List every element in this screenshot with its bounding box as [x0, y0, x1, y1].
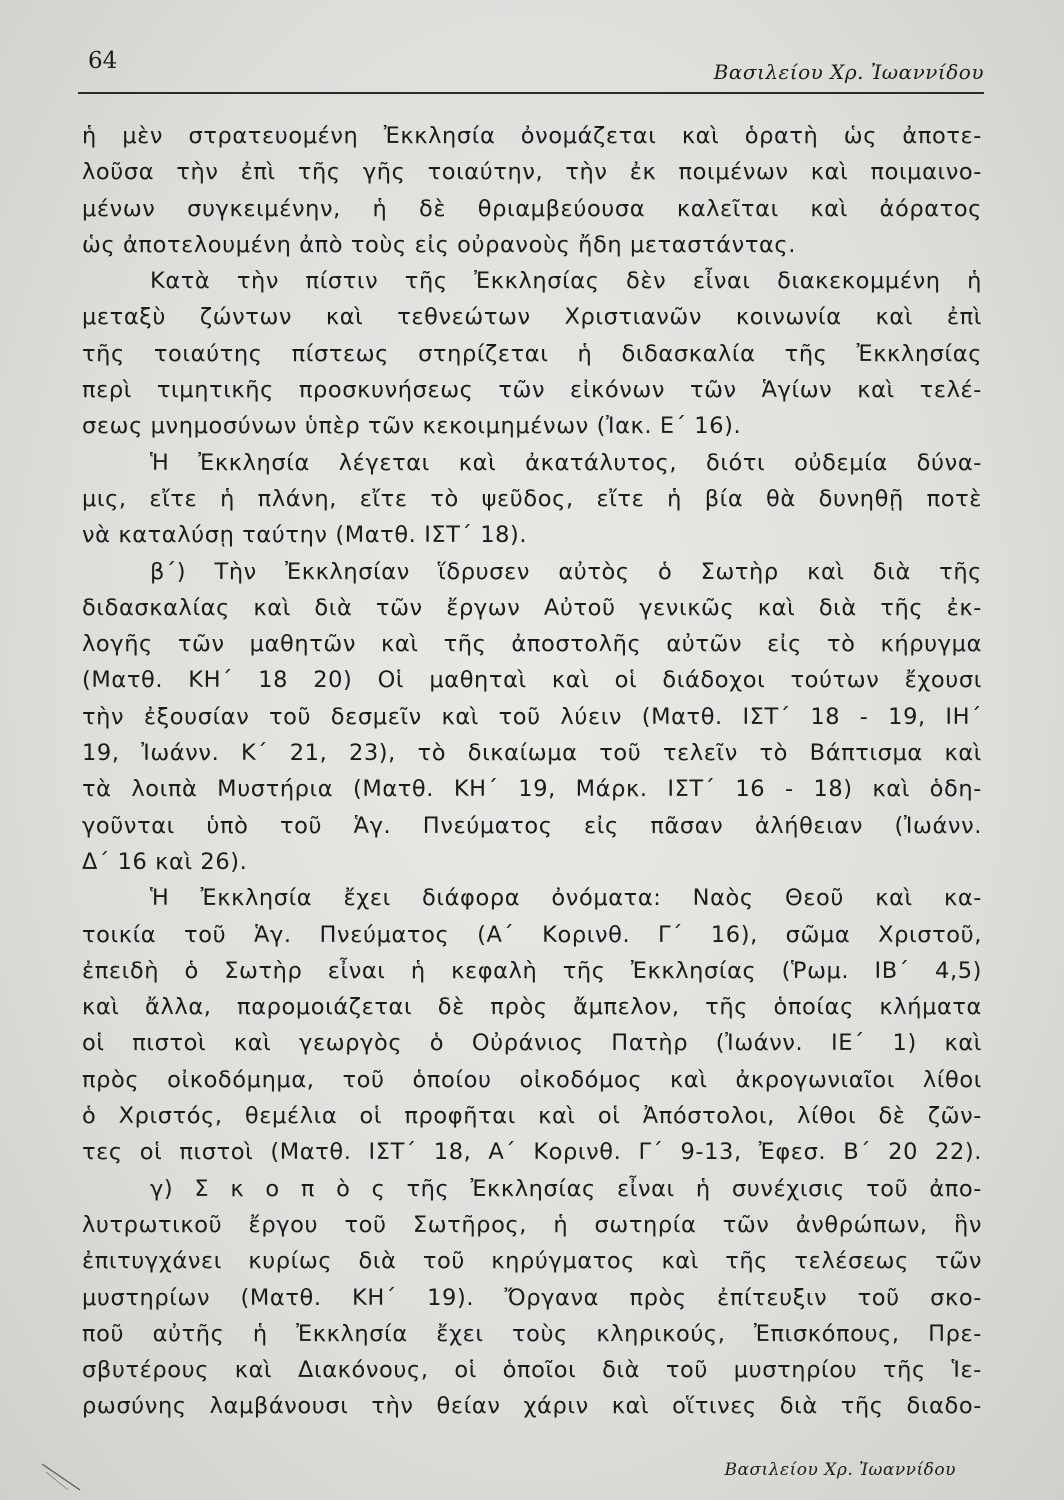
- text-line: ὁ Χριστός, θεμέλια οἱ προφῆται καὶ οἱ Ἀπόστολοι, λίθοι δὲ ζῶν-: [82, 1103, 982, 1130]
- page-fold-mark: [40, 1462, 84, 1492]
- body-text: [82, 118, 982, 1425]
- text-line: τες οἱ πιστοὶ (Ματθ. ΙΣΤ΄ 18, Α΄ Κορινθ. Γ΄ 9-13, Ἐφεσ. Β΄ 20 22).: [82, 1139, 982, 1166]
- text-line: β΄) Τὴν Ἐκκλησίαν ἵδρυσεν αὐτὸς ὁ Σωτὴρ καὶ διὰ τῆς: [150, 558, 982, 585]
- text-line: νὰ καταλύσῃ ταύτην (Ματθ. ΙΣΤ΄ 18).: [82, 522, 528, 549]
- text-line: Δ΄ 16 καὶ 26).: [82, 848, 248, 875]
- page-header: [78, 48, 984, 88]
- text-line: λογῆς τῶν μαθητῶν καὶ τῆς ἀποστολῆς αὐτῶν εἰς τὸ κήρυγμα: [82, 631, 982, 658]
- text-line: ἐπειδὴ ὁ Σωτὴρ εἶναι ἡ κεφαλὴ τῆς Ἐκκλησίας (Ῥωμ. ΙΒ΄ 4,5): [82, 957, 982, 984]
- text-line: τὰ λοιπὰ Μυστήρια (Ματθ. ΚΗ΄ 19, Μάρκ. ΙΣΤ΄ 16 - 18) καὶ ὁδη-: [82, 776, 982, 803]
- text-line: ρωσύνης λαμβάνουσι τὴν θείαν χάριν καὶ οἵτινες διὰ τῆς διαδο-: [82, 1393, 982, 1420]
- text-line: Ἡ Ἐκκλησία λέγεται καὶ ἀκατάλυτος, διότι οὐδεμία δύνα-: [150, 449, 982, 476]
- text-line: τοικία τοῦ Ἁγ. Πνεύματος (Α΄ Κορινθ. Γ΄ 16), σῶμα Χριστοῦ,: [82, 921, 982, 948]
- text-line: ὡς ἀποτελουμένη ἀπὸ τοὺς εἰς οὐρανοὺς ἤδη μεταστάντας.: [82, 231, 796, 258]
- text-line: μένων συγκειμένην, ἡ δὲ θριαμβεύουσα καλεῖται καὶ ἀόρατος: [82, 195, 982, 222]
- text-line: οἱ πιστοὶ καὶ γεωργὸς ὁ Οὐράνιος Πατὴρ (Ἰωάνν. ΙΕ΄ 1) καὶ: [82, 1030, 982, 1057]
- text-line: περὶ τιμητικῆς προσκυνήσεως τῶν εἰκόνων τῶν Ἁγίων καὶ τελέ-: [82, 377, 982, 404]
- text-line: ποῦ αὐτῆς ἡ Ἐκκλησία ἔχει τοὺς κληρικούς, Ἐπισκόπους, Πρε-: [82, 1320, 982, 1347]
- text-line: Ἡ Ἐκκλησία ἔχει διάφορα ὀνόματα: Ναὸς Θεοῦ καὶ κα-: [150, 885, 982, 912]
- text-line: γοῦνται ὑπὸ τοῦ Ἁγ. Πνεύματος εἰς πᾶσαν ἀλήθειαν (Ἰωάνν.: [82, 812, 982, 839]
- text-line: γ) Σ κ ο π ὸ ς τῆς Ἐκκλησίας εἶναι ἡ συνέχισις τοῦ ἀπο-: [150, 1175, 982, 1202]
- header-rule: [78, 92, 984, 94]
- text-line: σβυτέρους καὶ Διακόνους, οἱ ὁποῖοι διὰ τοῦ μυστηρίου τῆς Ἱε-: [82, 1357, 982, 1384]
- text-line: 19, Ἰωάνν. Κ΄ 21, 23), τὸ δικαίωμα τοῦ τελεῖν τὸ Βάπτισμα καὶ: [82, 740, 982, 767]
- text-line: μις, εἴτε ἡ πλάνη, εἴτε τὸ ψεῦδος, εἴτε ἡ βία θὰ δυνηθῇ ποτὲ: [82, 485, 982, 512]
- text-line: λοῦσα τὴν ἐπὶ τῆς γῆς τοιαύτην, τὴν ἐκ ποιμένων καὶ ποιμαινο-: [82, 159, 982, 186]
- text-line: σεως μνημοσύνων ὑπὲρ τῶν κεκοιμημένων (Ἰακ. Ε΄ 16).: [82, 413, 742, 440]
- text-line: τὴν ἐξουσίαν τοῦ δεσμεῖν καὶ τοῦ λύειν (Ματθ. ΙΣΤ΄ 18 - 19, ΙΗ΄: [82, 703, 982, 730]
- text-line: πρὸς οἰκοδόμημα, τοῦ ὁποίου οἰκοδόμος καὶ ἀκρογωνιαῖοι λίθοι: [82, 1066, 982, 1093]
- text-line: λυτρωτικοῦ ἔργου τοῦ Σωτῆρος, ἡ σωτηρία τῶν ἀνθρώπων, ἣν: [82, 1211, 982, 1238]
- text-line: καὶ ἄλλα, παρομοιάζεται δὲ πρὸς ἄμπελον, τῆς ὁποίας κλήματα: [82, 994, 982, 1021]
- text-line: μυστηρίων (Ματθ. ΚΗ΄ 19). Ὄργανα πρὸς ἐπίτευξιν τοῦ σκο-: [82, 1284, 982, 1311]
- text-line: ἐπιτυγχάνει κυρίως διὰ τοῦ κηρύγματος καὶ τῆς τελέσεως τῶν: [82, 1248, 982, 1275]
- text-line: τῆς τοιαύτης πίστεως στηρίζεται ἡ διδασκαλία τῆς Ἐκκλησίας: [82, 340, 982, 367]
- text-line: ἡ μὲν στρατευομένη Ἐκκλησία ὀνομάζεται καὶ ὁρατὴ ὡς ἀποτε-: [82, 123, 982, 149]
- text-line: μεταξὺ ζώντων καὶ τεθνεώτων Χριστιανῶν κοινωνία καὶ ἐπὶ: [82, 304, 982, 331]
- page-number: 64: [88, 48, 118, 74]
- footer-signature: Βασιλείου Χρ. Ἰωαννίδου: [724, 1460, 956, 1480]
- text-line: Κατὰ τὴν πίστιν τῆς Ἐκκλησίας δὲν εἶναι διακεκομμένη ἡ: [150, 268, 982, 295]
- text-line: (Ματθ. ΚΗ΄ 18 20) Οἱ μαθηταὶ καὶ οἱ διάδοχοι τούτων ἔχουσι: [82, 667, 982, 694]
- text-line: διδασκαλίας καὶ διὰ τῶν ἔργων Αὐτοῦ γενικῶς καὶ διὰ τῆς ἐκ-: [82, 594, 982, 621]
- running-head: Βασιλείου Χρ. Ἰωαννίδου: [713, 60, 984, 84]
